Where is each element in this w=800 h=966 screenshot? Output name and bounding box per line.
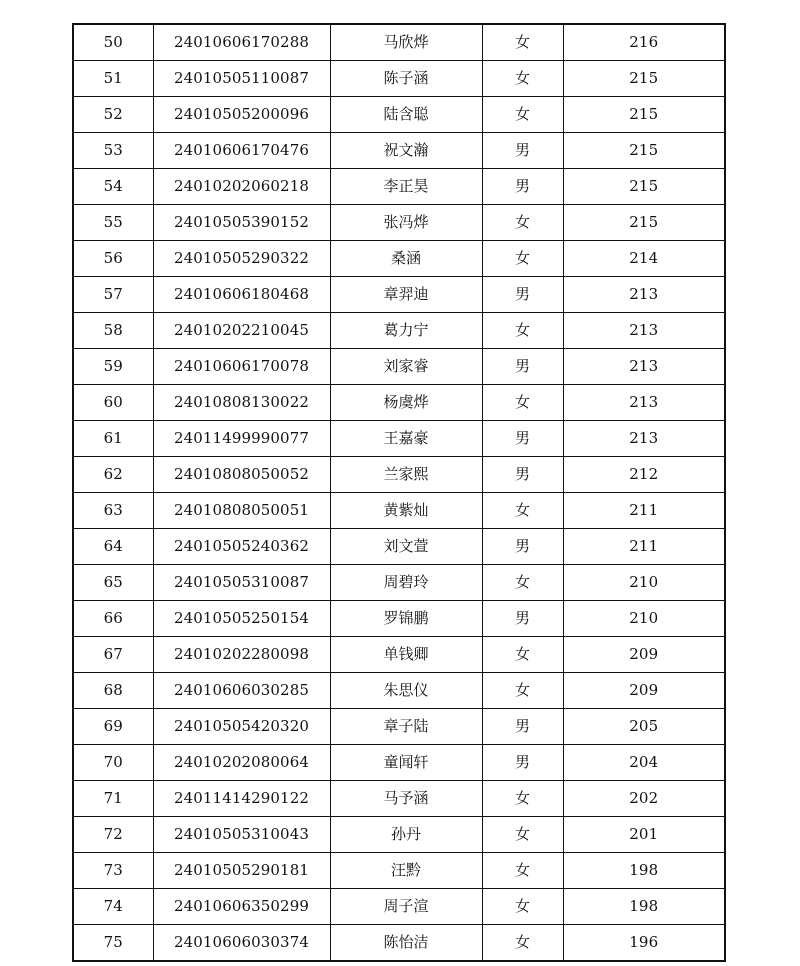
row-number-cell: 53	[73, 133, 153, 169]
gender-cell: 女	[482, 205, 563, 241]
gender-cell: 女	[482, 637, 563, 673]
candidate-id-cell: 24010606350299	[153, 889, 330, 925]
row-number-cell: 56	[73, 241, 153, 277]
name-cell: 童闻轩	[330, 745, 482, 781]
candidate-id-cell: 24010606030285	[153, 673, 330, 709]
table-row	[73, 709, 725, 745]
row-number-cell: 73	[73, 853, 153, 889]
name-cell: 周碧玲	[330, 565, 482, 601]
row-number-cell: 74	[73, 889, 153, 925]
table-body	[73, 24, 725, 961]
score-cell: 213	[563, 421, 725, 457]
name-cell: 王嘉豪	[330, 421, 482, 457]
gender-cell: 男	[482, 457, 563, 493]
row-number-cell: 61	[73, 421, 153, 457]
score-cell: 215	[563, 133, 725, 169]
table-row	[73, 565, 725, 601]
score-cell: 211	[563, 529, 725, 565]
name-cell: 祝文瀚	[330, 133, 482, 169]
table-row	[73, 493, 725, 529]
name-cell: 陈怡洁	[330, 925, 482, 962]
candidate-id-cell: 24010505290181	[153, 853, 330, 889]
candidate-id-cell: 24010202210045	[153, 313, 330, 349]
score-cell: 213	[563, 385, 725, 421]
gender-cell: 女	[482, 853, 563, 889]
table-row	[73, 421, 725, 457]
row-number-cell: 65	[73, 565, 153, 601]
row-number-cell: 70	[73, 745, 153, 781]
table-row	[73, 745, 725, 781]
candidate-id-cell: 24010606170288	[153, 24, 330, 61]
score-cell: 215	[563, 205, 725, 241]
gender-cell: 女	[482, 385, 563, 421]
score-cell: 213	[563, 277, 725, 313]
table-row	[73, 817, 725, 853]
score-cell: 196	[563, 925, 725, 962]
row-number-cell: 62	[73, 457, 153, 493]
row-number-cell: 75	[73, 925, 153, 962]
gender-cell: 女	[482, 241, 563, 277]
candidate-id-cell: 24010202280098	[153, 637, 330, 673]
table-row	[73, 349, 725, 385]
name-cell: 桑涵	[330, 241, 482, 277]
gender-cell: 男	[482, 421, 563, 457]
candidate-id-cell: 24010808050051	[153, 493, 330, 529]
gender-cell: 女	[482, 925, 563, 962]
name-cell: 章子陆	[330, 709, 482, 745]
score-cell: 213	[563, 349, 725, 385]
table-row	[73, 781, 725, 817]
row-number-cell: 68	[73, 673, 153, 709]
score-cell: 215	[563, 61, 725, 97]
candidate-id-cell: 24010505420320	[153, 709, 330, 745]
name-cell: 章羿迪	[330, 277, 482, 313]
row-number-cell: 63	[73, 493, 153, 529]
score-cell: 216	[563, 24, 725, 61]
table-row	[73, 853, 725, 889]
name-cell: 陈子涵	[330, 61, 482, 97]
gender-cell: 男	[482, 169, 563, 205]
candidate-id-cell: 24010606170078	[153, 349, 330, 385]
table-row	[73, 889, 725, 925]
gender-cell: 男	[482, 601, 563, 637]
gender-cell: 女	[482, 24, 563, 61]
row-number-cell: 51	[73, 61, 153, 97]
name-cell: 朱思仪	[330, 673, 482, 709]
score-cell: 210	[563, 565, 725, 601]
row-number-cell: 67	[73, 637, 153, 673]
score-cell: 214	[563, 241, 725, 277]
gender-cell: 男	[482, 529, 563, 565]
name-cell: 黄紫灿	[330, 493, 482, 529]
score-cell: 215	[563, 169, 725, 205]
table-row	[73, 457, 725, 493]
row-number-cell: 50	[73, 24, 153, 61]
name-cell: 周子渲	[330, 889, 482, 925]
score-cell: 212	[563, 457, 725, 493]
score-cell: 215	[563, 97, 725, 133]
gender-cell: 男	[482, 709, 563, 745]
name-cell: 李正昊	[330, 169, 482, 205]
table-row	[73, 169, 725, 205]
table-row	[73, 97, 725, 133]
gender-cell: 女	[482, 313, 563, 349]
candidate-id-cell: 24010505200096	[153, 97, 330, 133]
score-cell: 198	[563, 889, 725, 925]
score-cell: 204	[563, 745, 725, 781]
table-row	[73, 601, 725, 637]
table-row	[73, 637, 725, 673]
gender-cell: 女	[482, 817, 563, 853]
score-cell: 198	[563, 853, 725, 889]
score-cell: 211	[563, 493, 725, 529]
table-row	[73, 925, 725, 962]
name-cell: 张冯烨	[330, 205, 482, 241]
row-number-cell: 59	[73, 349, 153, 385]
score-cell: 201	[563, 817, 725, 853]
score-cell: 213	[563, 313, 725, 349]
gender-cell: 女	[482, 781, 563, 817]
row-number-cell: 69	[73, 709, 153, 745]
score-cell: 209	[563, 673, 725, 709]
table-row	[73, 529, 725, 565]
name-cell: 马欣烨	[330, 24, 482, 61]
candidate-id-cell: 24010808050052	[153, 457, 330, 493]
name-cell: 单钱卿	[330, 637, 482, 673]
gender-cell: 女	[482, 493, 563, 529]
candidate-id-cell: 24010505310087	[153, 565, 330, 601]
name-cell: 马予涵	[330, 781, 482, 817]
name-cell: 杨虞烨	[330, 385, 482, 421]
candidate-id-cell: 24010606180468	[153, 277, 330, 313]
gender-cell: 男	[482, 277, 563, 313]
candidate-id-cell: 24010202080064	[153, 745, 330, 781]
row-number-cell: 60	[73, 385, 153, 421]
gender-cell: 男	[482, 349, 563, 385]
name-cell: 葛力宁	[330, 313, 482, 349]
gender-cell: 男	[482, 745, 563, 781]
row-number-cell: 52	[73, 97, 153, 133]
score-cell: 202	[563, 781, 725, 817]
candidate-id-cell: 24010505110087	[153, 61, 330, 97]
row-number-cell: 71	[73, 781, 153, 817]
row-number-cell: 58	[73, 313, 153, 349]
table-row	[73, 385, 725, 421]
table-row	[73, 673, 725, 709]
name-cell: 兰家熙	[330, 457, 482, 493]
candidate-id-cell: 24011499990077	[153, 421, 330, 457]
candidate-id-cell: 24010505250154	[153, 601, 330, 637]
gender-cell: 女	[482, 889, 563, 925]
row-number-cell: 66	[73, 601, 153, 637]
table-row	[73, 241, 725, 277]
table-row	[73, 205, 725, 241]
table-row	[73, 24, 725, 61]
name-cell: 孙丹	[330, 817, 482, 853]
name-cell: 罗锦鹏	[330, 601, 482, 637]
score-cell: 210	[563, 601, 725, 637]
table-row	[73, 277, 725, 313]
gender-cell: 女	[482, 565, 563, 601]
candidate-id-cell: 24010505310043	[153, 817, 330, 853]
gender-cell: 男	[482, 133, 563, 169]
gender-cell: 女	[482, 61, 563, 97]
table-row	[73, 133, 725, 169]
candidate-id-cell: 24010505290322	[153, 241, 330, 277]
name-cell: 汪黔	[330, 853, 482, 889]
name-cell: 刘文萱	[330, 529, 482, 565]
candidate-id-cell: 24010808130022	[153, 385, 330, 421]
row-number-cell: 64	[73, 529, 153, 565]
gender-cell: 女	[482, 97, 563, 133]
table-row	[73, 313, 725, 349]
candidate-id-cell: 24011414290122	[153, 781, 330, 817]
name-cell: 陆含聪	[330, 97, 482, 133]
candidate-id-cell: 24010505390152	[153, 205, 330, 241]
candidate-id-cell: 24010606030374	[153, 925, 330, 962]
score-cell: 209	[563, 637, 725, 673]
table-row	[73, 61, 725, 97]
candidate-id-cell: 24010202060218	[153, 169, 330, 205]
name-cell: 刘家睿	[330, 349, 482, 385]
candidate-id-cell: 24010606170476	[153, 133, 330, 169]
gender-cell: 女	[482, 673, 563, 709]
score-cell: 205	[563, 709, 725, 745]
score-table	[72, 23, 726, 962]
candidate-id-cell: 24010505240362	[153, 529, 330, 565]
row-number-cell: 55	[73, 205, 153, 241]
row-number-cell: 57	[73, 277, 153, 313]
row-number-cell: 72	[73, 817, 153, 853]
row-number-cell: 54	[73, 169, 153, 205]
